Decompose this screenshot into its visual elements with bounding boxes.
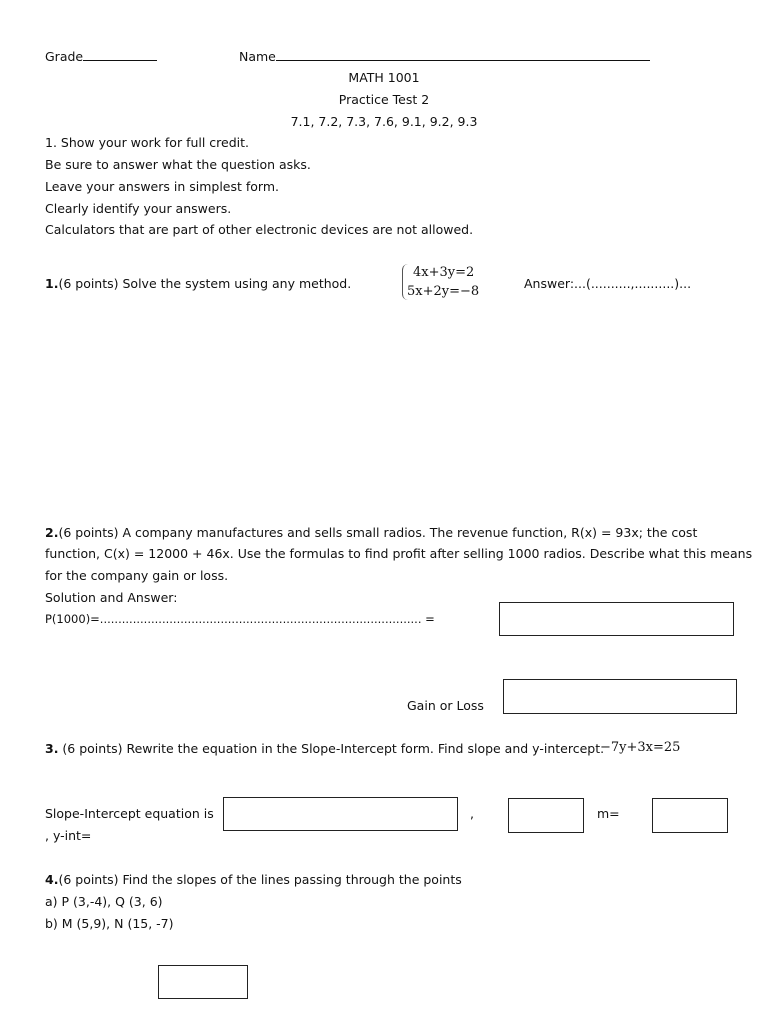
instruction-4: Clearly identify your answers.	[45, 201, 232, 216]
y-intercept-answer-box[interactable]	[508, 798, 584, 833]
name-label: Name	[239, 49, 276, 64]
question-1-text: (6 points) Solve the system using any method.	[58, 276, 352, 291]
question-3	[45, 741, 604, 756]
instruction-2: Be sure to answer what the question asks.	[45, 157, 311, 172]
instruction-3: Leave your answers in simplest form.	[45, 179, 280, 194]
profit-line: P(1000)=........................................................................................ =	[45, 612, 435, 626]
question-1-number: 1.	[45, 276, 59, 291]
question-3-text: (6 points) Rewrite the equation in the Slope-Intercept form. Find slope and y-intercept.	[58, 741, 605, 756]
gain-loss-label: Gain or Loss	[407, 698, 484, 713]
question-4-part-a: a) P (3,-4), Q (3, 6)	[45, 894, 163, 909]
name-field	[239, 48, 650, 64]
question-2-number: 2.	[45, 525, 59, 540]
comma-separator: ,	[470, 806, 474, 821]
name-blank[interactable]	[276, 48, 650, 61]
question-4-answer-box[interactable]	[158, 965, 248, 999]
instruction-5: Calculators that are part of other electronic devices are not allowed.	[45, 222, 474, 237]
profit-answer-box[interactable]	[499, 602, 734, 636]
grade-field	[45, 48, 157, 64]
system-equation-2: 5x+2y=−8	[407, 284, 480, 299]
instruction-1: 1. Show your work for full credit.	[45, 135, 250, 150]
gain-loss-answer-box[interactable]	[503, 679, 737, 714]
question-1-answer: Answer:...(..........,..........)...	[524, 276, 692, 291]
question-2-line-2: function, C(x) = 12000 + 46x. Use the formulas to find profit after selling 1000 radios. Describe what this means	[45, 546, 753, 561]
sections-covered: 7.1, 7.2, 7.3, 7.6, 9.1, 9.2, 9.3	[290, 114, 478, 129]
question-2-line-3: for the company gain or loss.	[45, 568, 229, 583]
question-1	[45, 276, 351, 291]
question-4-number: 4.	[45, 872, 59, 887]
question-2-text: (6 points) A company manufactures and sells small radios. The revenue function, R(x) = 93x; the cost	[58, 525, 698, 540]
question-4	[45, 872, 462, 887]
grade-label: Grade	[45, 49, 84, 64]
question-3-equation: −7y+3x=25	[600, 740, 681, 755]
grade-blank[interactable]	[83, 48, 157, 61]
slope-intercept-label: Slope-Intercept equation is	[45, 806, 214, 821]
test-title: Practice Test 2	[338, 92, 430, 107]
y-intercept-label: , y-int=	[45, 828, 92, 843]
slope-label: m=	[597, 806, 620, 821]
question-4-part-b: b) M (5,9), N (15, -7)	[45, 916, 174, 931]
question-4-text: (6 points) Find the slopes of the lines passing through the points	[58, 872, 462, 887]
course-title: MATH 1001	[348, 70, 420, 85]
question-2-line-1	[45, 525, 697, 540]
solution-label: Solution and Answer:	[45, 590, 178, 605]
system-equation-1: 4x+3y=2	[413, 265, 475, 280]
question-3-number: 3.	[45, 741, 59, 756]
slope-intercept-answer-box[interactable]	[223, 797, 458, 831]
slope-answer-box[interactable]	[652, 798, 728, 833]
